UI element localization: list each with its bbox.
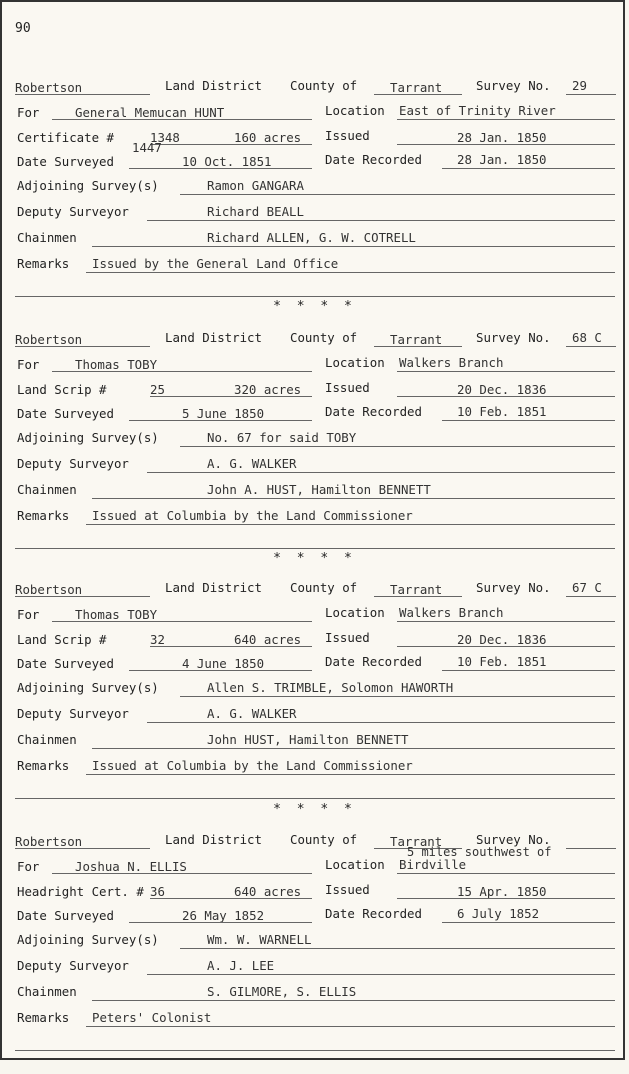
grantee-value: Thomas TOBY — [75, 607, 158, 622]
for-label: For — [17, 105, 40, 120]
dates-row — [2, 904, 627, 928]
land-district-label: Land District — [165, 832, 262, 847]
location-value: Birdville — [399, 857, 467, 872]
remarks-label: Remarks — [17, 758, 70, 773]
certificate-row — [2, 628, 627, 652]
underline — [180, 696, 615, 697]
survey-record — [2, 824, 627, 1074]
date-recorded-value: 10 Feb. 1851 — [457, 404, 547, 419]
survey-record — [2, 572, 627, 822]
underline — [129, 670, 312, 671]
remarks-row — [2, 506, 627, 530]
location-line1-value: 5 miles southwest of — [407, 845, 552, 859]
underline — [566, 596, 616, 597]
underline — [180, 948, 615, 949]
deputy-surveyor-value: A. G. WALKER — [207, 456, 297, 471]
underline — [180, 446, 615, 447]
dates-row — [2, 140, 627, 174]
underline — [442, 670, 615, 671]
certificate-label: Certificate # — [17, 130, 114, 145]
underline — [442, 922, 615, 923]
deputy-surveyor-value: A. J. LEE — [207, 958, 275, 973]
adjoining-value: Allen S. TRIMBLE, Solomon HAWORTH — [207, 680, 454, 695]
for-location-row — [2, 101, 627, 125]
underline — [86, 272, 615, 273]
date-recorded-label: Date Recorded — [325, 654, 422, 669]
underline — [150, 646, 312, 647]
underline — [15, 94, 150, 95]
underline — [92, 1000, 615, 1001]
record-header-row — [2, 328, 627, 352]
location-value: Walkers Branch — [399, 605, 504, 620]
adjoining-label: Adjoining Survey(s) — [17, 680, 159, 695]
issued-label: Issued — [325, 128, 370, 143]
underline — [92, 246, 615, 247]
survey-no-value: 29 — [572, 78, 587, 93]
land-district-label: Land District — [165, 580, 262, 595]
remarks-value: Issued at Columbia by the Land Commissioner — [92, 758, 413, 773]
for-label: For — [17, 859, 40, 874]
adjoining-row — [2, 428, 627, 452]
underline — [52, 621, 312, 622]
chainmen-value: Richard ALLEN, G. W. COTRELL — [207, 230, 416, 245]
underline — [52, 119, 312, 120]
remarks-label: Remarks — [17, 256, 70, 271]
location-label: Location — [325, 605, 385, 620]
for-location-row — [2, 845, 627, 879]
acres-value: 640 acres — [234, 632, 302, 647]
county-label: County of — [290, 78, 358, 93]
underline — [397, 646, 615, 647]
record-separator: * * * * — [273, 551, 356, 566]
location-label: Location — [325, 857, 385, 872]
land-district-label: Land District — [165, 330, 262, 345]
underline — [86, 1026, 615, 1027]
deputy-surveyor-label: Deputy Surveyor — [17, 456, 129, 471]
date-surveyed-label: Date Surveyed — [17, 154, 114, 169]
certificate-label: Headright Cert. # — [17, 884, 144, 899]
date-surveyed-value: 4 June 1850 — [182, 656, 265, 671]
underline — [397, 371, 615, 372]
deputy-row — [2, 454, 627, 478]
underline — [129, 420, 312, 421]
certificate-row — [2, 880, 627, 904]
underline — [374, 94, 462, 95]
certificate-label: Land Scrip # — [17, 382, 107, 397]
dates-row — [2, 402, 627, 426]
underline — [397, 621, 615, 622]
county-label: County of — [290, 832, 358, 847]
adjoining-value: Wm. W. WARNELL — [207, 932, 312, 947]
underline — [129, 168, 312, 169]
deputy-surveyor-label: Deputy Surveyor — [17, 204, 129, 219]
underline — [15, 548, 615, 549]
underline — [92, 498, 615, 499]
date-recorded-label: Date Recorded — [325, 906, 422, 921]
underline — [566, 346, 616, 347]
remarks-value: Issued at Columbia by the Land Commissioner — [92, 508, 413, 523]
adjoining-row — [2, 176, 627, 200]
remarks-label: Remarks — [17, 1010, 70, 1025]
chainmen-label: Chainmen — [17, 230, 77, 245]
underline — [92, 748, 615, 749]
date-surveyed-value: 26 May 1852 — [182, 908, 265, 923]
record-header-row — [2, 76, 627, 100]
location-value: Walkers Branch — [399, 355, 504, 370]
underline — [147, 472, 615, 473]
underline — [15, 848, 150, 849]
underline — [566, 94, 616, 95]
deputy-surveyor-label: Deputy Surveyor — [17, 706, 129, 721]
certificate-label: Land Scrip # — [17, 632, 107, 647]
survey-no-label: Survey No. — [476, 78, 551, 93]
underline — [442, 168, 615, 169]
blank-row — [2, 1032, 627, 1056]
chainmen-value: John HUST, Hamilton BENNETT — [207, 732, 409, 747]
issued-value: 20 Dec. 1836 — [457, 632, 547, 647]
remarks-value: Issued by the General Land Office — [92, 256, 339, 271]
survey-no-value: 67 C — [572, 580, 602, 595]
underline — [150, 144, 312, 145]
underline — [397, 119, 615, 120]
adjoining-value: Ramon GANGARA — [207, 178, 304, 193]
certificate-number: 25 — [150, 382, 165, 397]
remarks-label: Remarks — [17, 508, 70, 523]
district-value: Robertson — [15, 582, 83, 597]
remarks-row — [2, 254, 627, 278]
remarks-row — [2, 1008, 627, 1032]
for-label: For — [17, 607, 40, 622]
chainmen-label: Chainmen — [17, 732, 77, 747]
underline — [180, 194, 615, 195]
county-label: County of — [290, 580, 358, 595]
adjoining-row — [2, 678, 627, 702]
blank-row — [2, 780, 627, 804]
district-value: Robertson — [15, 332, 83, 347]
deputy-row — [2, 202, 627, 226]
underline — [86, 524, 615, 525]
adjoining-label: Adjoining Survey(s) — [17, 932, 159, 947]
acres-value: 320 acres — [234, 382, 302, 397]
certificate-row — [2, 378, 627, 402]
underline — [397, 144, 615, 145]
acres-value: 640 acres — [234, 884, 302, 899]
chainmen-label: Chainmen — [17, 984, 77, 999]
survey-no-label: Survey No. — [476, 580, 551, 595]
underline — [147, 220, 615, 221]
county-label: County of — [290, 330, 358, 345]
location-label: Location — [325, 103, 385, 118]
underline — [374, 596, 462, 597]
date-recorded-value: 28 Jan. 1850 — [457, 152, 547, 167]
location-label: Location — [325, 355, 385, 370]
date-recorded-value: 10 Feb. 1851 — [457, 654, 547, 669]
record-separator: * * * * — [273, 299, 356, 314]
underline — [442, 420, 615, 421]
underline — [397, 396, 615, 397]
chainmen-row — [2, 480, 627, 504]
issued-label: Issued — [325, 630, 370, 645]
underline — [150, 396, 312, 397]
underline — [566, 848, 616, 849]
underline — [52, 873, 312, 874]
certificate-row — [2, 126, 627, 150]
survey-record — [2, 322, 627, 572]
date-recorded-label: Date Recorded — [325, 404, 422, 419]
underline — [397, 898, 615, 899]
underline — [147, 722, 615, 723]
remarks-value: Peters' Colonist — [92, 1010, 212, 1025]
survey-no-value: 68 C — [572, 330, 602, 345]
certificate-number: 32 — [150, 632, 165, 647]
underline — [15, 596, 150, 597]
underline — [15, 798, 615, 799]
underline — [86, 774, 615, 775]
certificate-number: 1348 — [150, 130, 180, 145]
date-recorded-label: Date Recorded — [325, 152, 422, 167]
page-number: 90 — [15, 21, 31, 36]
deputy-surveyor-value: A. G. WALKER — [207, 706, 297, 721]
date-recorded-value: 6 July 1852 — [457, 906, 540, 921]
location-value: East of Trinity River — [399, 103, 556, 118]
survey-record — [2, 70, 627, 320]
date-surveyed-label: Date Surveyed — [17, 406, 114, 421]
remarks-row — [2, 756, 627, 780]
underline — [15, 1050, 615, 1051]
county-value: Tarrant — [390, 582, 443, 597]
underline — [374, 346, 462, 347]
underline — [397, 873, 615, 874]
chainmen-row — [2, 730, 627, 754]
underline — [150, 898, 312, 899]
county-value: Tarrant — [390, 834, 443, 849]
chainmen-label: Chainmen — [17, 482, 77, 497]
district-value: Robertson — [15, 834, 83, 849]
county-value: Tarrant — [390, 80, 443, 95]
issued-label: Issued — [325, 380, 370, 395]
issued-label: Issued — [325, 882, 370, 897]
grantee-value: Thomas TOBY — [75, 357, 158, 372]
for-location-row — [2, 353, 627, 377]
for-label: For — [17, 357, 40, 372]
chainmen-value: John A. HUST, Hamilton BENNETT — [207, 482, 431, 497]
for-location-row — [2, 603, 627, 627]
chainmen-value: S. GILMORE, S. ELLIS — [207, 984, 357, 999]
grantee-value: Joshua N. ELLIS — [75, 859, 187, 874]
adjoining-label: Adjoining Survey(s) — [17, 430, 159, 445]
district-value: Robertson — [15, 80, 83, 95]
land-district-label: Land District — [165, 78, 262, 93]
underline — [129, 922, 312, 923]
survey-no-label: Survey No. — [476, 330, 551, 345]
chainmen-row — [2, 228, 627, 252]
record-header-row — [2, 578, 627, 602]
issued-value: 15 Apr. 1850 — [457, 884, 547, 899]
surveyed-handwritten-note: 1447 — [132, 140, 162, 155]
underline — [15, 346, 150, 347]
date-surveyed-value: 10 Oct. 1851 — [182, 154, 272, 169]
county-value: Tarrant — [390, 332, 443, 347]
survey-no-label: Survey No. — [476, 832, 551, 847]
underline — [52, 371, 312, 372]
dates-row — [2, 652, 627, 676]
date-surveyed-label: Date Surveyed — [17, 656, 114, 671]
deputy-surveyor-value: Richard BEALL — [207, 204, 304, 219]
deputy-surveyor-label: Deputy Surveyor — [17, 958, 129, 973]
certificate-number: 36 — [150, 884, 165, 899]
chainmen-row — [2, 982, 627, 1006]
adjoining-label: Adjoining Survey(s) — [17, 178, 159, 193]
issued-value: 20 Dec. 1836 — [457, 382, 547, 397]
adjoining-row — [2, 930, 627, 954]
adjoining-value: No. 67 for said TOBY — [207, 430, 357, 445]
date-surveyed-value: 5 June 1850 — [182, 406, 265, 421]
deputy-row — [2, 956, 627, 980]
grantee-value: General Memucan HUNT — [75, 105, 225, 120]
issued-value: 28 Jan. 1850 — [457, 130, 547, 145]
deputy-row — [2, 704, 627, 728]
underline — [15, 296, 615, 297]
record-separator: * * * * — [273, 802, 356, 817]
underline — [147, 974, 615, 975]
date-surveyed-label: Date Surveyed — [17, 908, 114, 923]
acres-value: 160 acres — [234, 130, 302, 145]
